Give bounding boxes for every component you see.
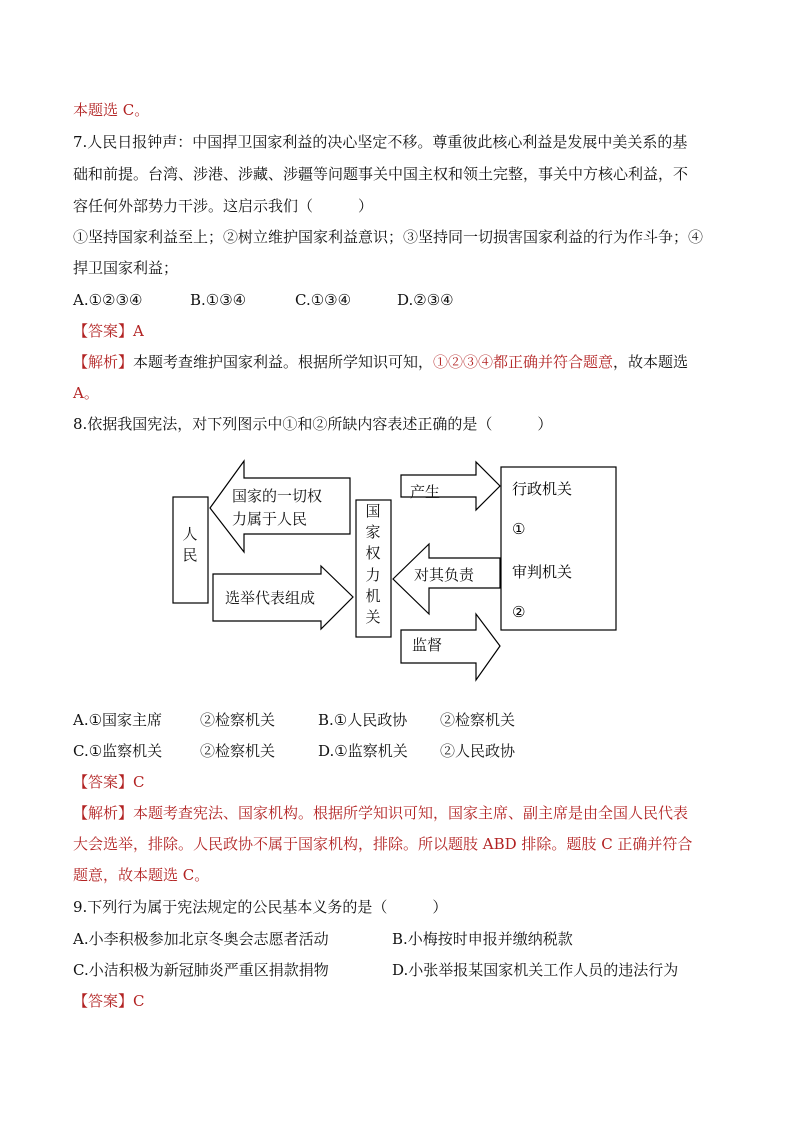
q8-option-c: C.①监察机关 [73, 742, 163, 760]
prev-conclusion: 本题选 C。 [73, 101, 150, 119]
q7-items-line-2: 捍卫国家利益； [73, 259, 179, 277]
organ-judicial: 审判机关 [512, 563, 573, 581]
people-label-2: 民 [182, 546, 198, 564]
answer-value: C [133, 992, 145, 1010]
arrow-election-text: 选举代表组成 [225, 589, 316, 607]
answer-bracket: 【答案】 [73, 773, 134, 791]
q8-stem: 8.依据我国宪法，对下列图示中①和②所缺内容表述正确的是（ ） [73, 415, 553, 433]
arrow-supervise-text: 监督 [412, 636, 443, 654]
organ-executive: 行政机关 [512, 480, 573, 498]
analysis-highlight: ①②③④都正确并符合题意 [433, 353, 614, 371]
q8-option-c-2: ②检察机关 [200, 742, 276, 760]
q8-analysis-line-1 [73, 803, 688, 823]
analysis-text: 本题考查宪法、国家机构。根据所学知识可知，国家主席、副主席是由全国人民代表 [133, 804, 689, 822]
organ-char: 权 [365, 544, 381, 562]
organ-char: 关 [365, 608, 381, 626]
q8-option-a-2: ②检察机关 [200, 711, 276, 729]
organ-char: 机 [365, 587, 381, 605]
arrow-power-text-1: 国家的一切权 [232, 487, 323, 505]
analysis-text: ，故本题选 [613, 353, 689, 371]
q8-option-b: B.①人民政协 [318, 711, 408, 729]
q7-stem-line-2: 础和前提。台湾、涉港、涉藏、涉疆等问题事关中国主权和领土完整，事关中方核心利益，不 [73, 165, 689, 183]
q8-option-d: D.①监察机关 [318, 742, 408, 760]
q7-option-a: A.①②③④ [73, 291, 143, 309]
people-label-1: 人 [182, 525, 198, 543]
q7-option-c: C.①③④ [295, 291, 352, 309]
q7-analysis-line-1 [73, 352, 688, 372]
q7-answer [73, 321, 144, 341]
arrow-power-text-2: 力属于人民 [232, 510, 308, 528]
q9-option-a: A.小李积极参加北京冬奥会志愿者活动 [73, 930, 329, 948]
organ-char: 家 [365, 523, 381, 541]
organ-list-box [500, 466, 620, 634]
q7-items-line-1: ①坚持国家利益至上；②树立维护国家利益意识；③坚持同一切损害国家利益的行为作斗争；④ [73, 228, 704, 246]
answer-value: C [133, 773, 145, 791]
q9-option-b: B.小梅按时申报并缴纳税款 [392, 930, 573, 948]
analysis-bracket: 【解析】 [73, 353, 134, 371]
organ-char: 力 [365, 566, 381, 584]
q7-option-d: D.②③④ [397, 291, 454, 309]
answer-bracket: 【答案】 [73, 992, 134, 1010]
answer-value: A [133, 322, 144, 340]
q9-stem: 9.下列行为属于宪法规定的公民基本义务的是（ ） [73, 898, 448, 916]
q8-option-d-2: ②人民政协 [440, 742, 516, 760]
analysis-text: 本题考查维护国家利益。根据所学知识可知， [133, 353, 434, 371]
q8-option-b-2: ②检察机关 [440, 711, 516, 729]
q9-option-d: D.小张举报某国家机关工作人员的违法行为 [392, 961, 679, 979]
q9-answer [73, 991, 145, 1011]
organ-char: 国 [365, 502, 381, 520]
left-arrow-power [210, 461, 350, 552]
q7-stem-line-3: 容任何外部势力干涉。这启示我们（ ） [73, 197, 374, 215]
arrow-produce-text: 产生 [410, 483, 441, 501]
organ-blank-2: ② [512, 603, 526, 621]
arrow-responsible-text: 对其负责 [414, 566, 475, 584]
state-organ-diagram [170, 456, 505, 686]
analysis-bracket: 【解析】 [73, 804, 134, 822]
q8-answer [73, 772, 145, 792]
q7-option-b: B.①③④ [190, 291, 247, 309]
q7-analysis-line-2: A。 [73, 384, 99, 402]
q9-option-c: C.小洁积极为新冠肺炎严重区捐款捐物 [73, 961, 329, 979]
organ-blank-1: ① [512, 520, 526, 538]
q8-analysis-line-3: 题意，故本题选 C。 [73, 866, 210, 884]
q7-stem-line-1: 7.人民日报钟声：中国捍卫国家利益的决心坚定不移。尊重彼此核心利益是发展中美关系的基 [73, 133, 688, 151]
q8-option-a: A.①国家主席 [73, 711, 163, 729]
answer-bracket: 【答案】 [73, 322, 134, 340]
q8-analysis-line-2: 大会选举，排除。人民政协不属于国家机构，排除。所以题肢 ABD 排除。题肢 C 正确并符合 [73, 835, 693, 853]
